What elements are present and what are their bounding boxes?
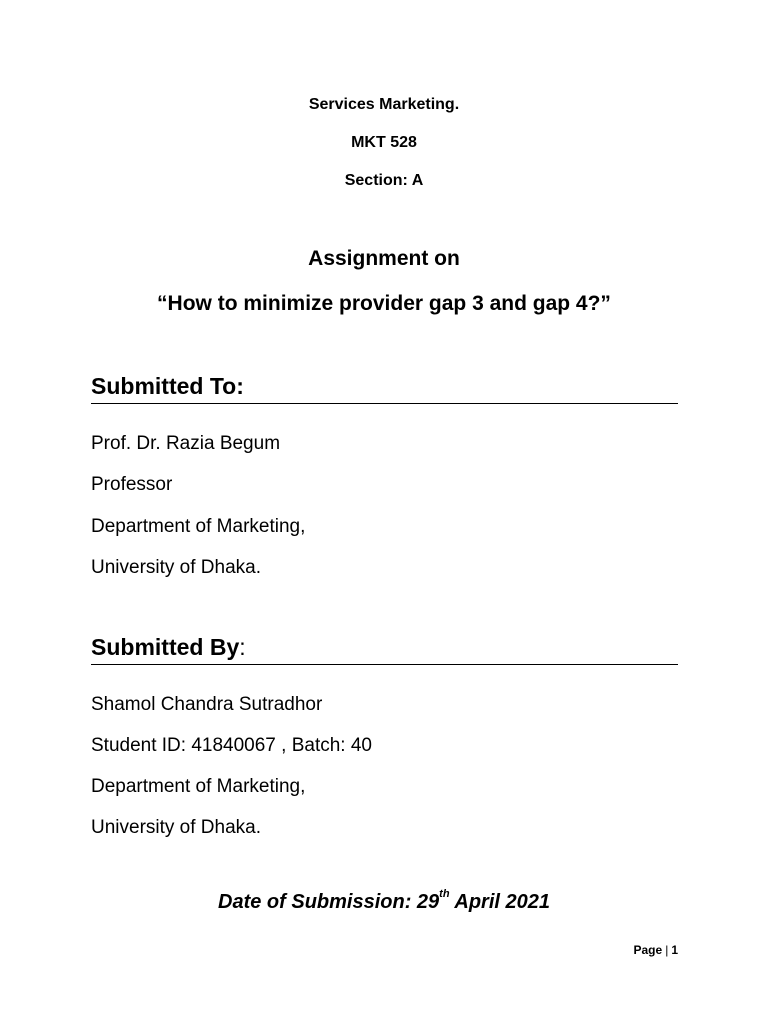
submitted-by-heading (91, 633, 678, 661)
submitted-by-heading-text: Submitted By (91, 634, 240, 660)
submitted-by-colon: : (239, 634, 246, 660)
course-code: MKT 528 (351, 134, 417, 151)
assignment-title: “How to minimize provider gap 3 and gap 4?” (157, 292, 611, 315)
page-label: Page (633, 943, 663, 957)
submitted-by-line: Department of Marketing, (91, 776, 306, 797)
submitted-to-divider (91, 403, 678, 404)
submitted-by-divider (91, 664, 678, 665)
assignment-label: Assignment on (308, 247, 460, 270)
submitted-to-line: Prof. Dr. Razia Begum (91, 433, 281, 454)
submitted-to-line: University of Dhaka. (91, 557, 262, 578)
submission-date-prefix: Date of Submission: 29 (218, 891, 440, 913)
page-separator: | (665, 943, 669, 957)
submitted-by-line: Shamol Chandra Sutradhor (91, 694, 323, 715)
submission-date-suffix: April 2021 (449, 891, 550, 913)
course-name: Services Marketing. (308, 96, 460, 113)
page-number (634, 943, 679, 957)
submitted-by-line: Student ID: 41840067 , Batch: 40 (91, 735, 372, 756)
submitted-by-line: University of Dhaka. (91, 817, 262, 838)
submitted-to-line: Professor (91, 474, 173, 495)
course-section: Section: A (344, 172, 424, 189)
page-number-value: 1 (671, 943, 678, 957)
submitted-to-heading: Submitted To: (91, 373, 244, 399)
submission-date (0, 888, 768, 914)
submission-date-ordinal: th (439, 888, 450, 900)
submitted-to-line: Department of Marketing, (91, 516, 306, 537)
